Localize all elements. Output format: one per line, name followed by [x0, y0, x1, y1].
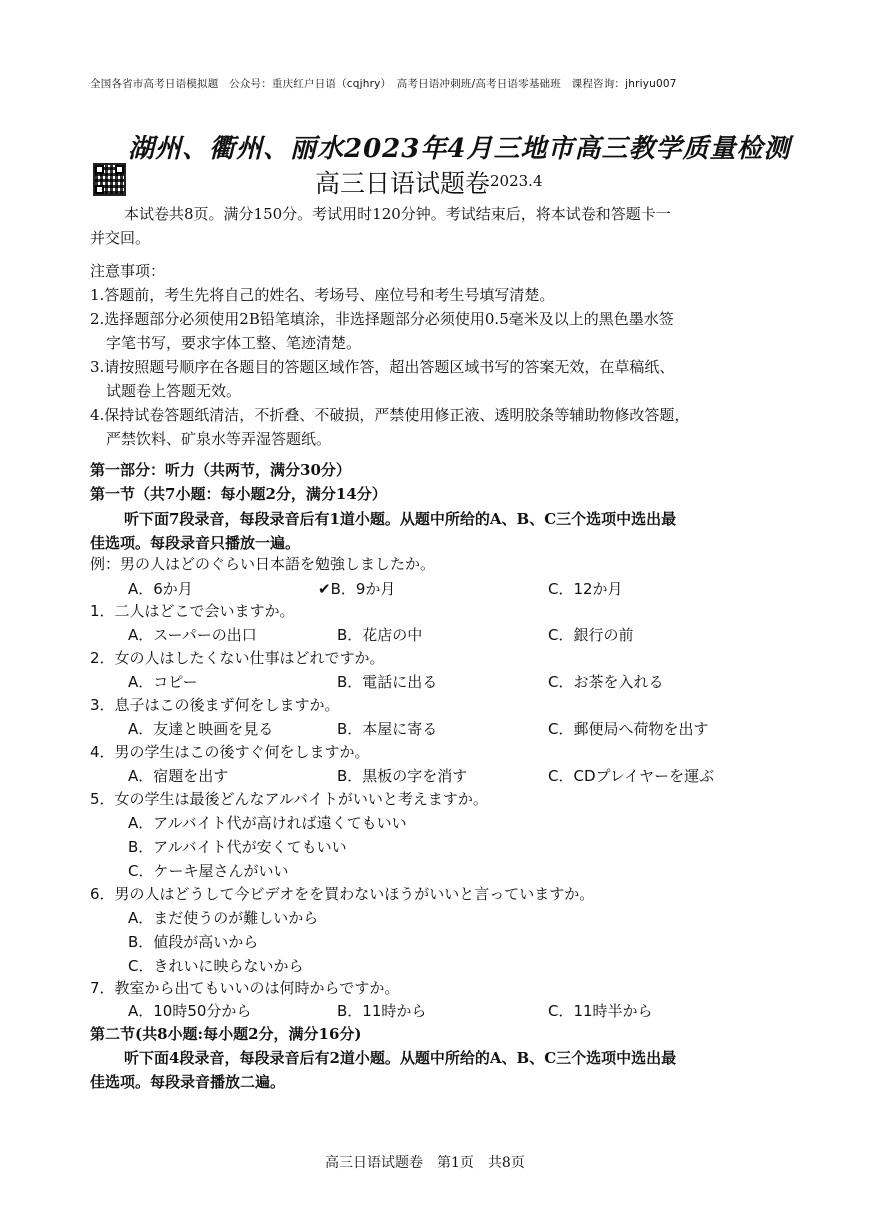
question-7: 7．教室から出てもいいのは何時からですか。 — [90, 979, 400, 997]
example-option-c: C．12か月 — [548, 580, 623, 598]
question-5: 5．女の学生は最後どんなアルバイトがいいと考えますか。 — [90, 790, 488, 808]
notes-heading: 注意事项： — [90, 262, 166, 280]
question-3-option-b: B．本屋に寄る — [337, 720, 438, 738]
question-6: 6．男の人はどうして今ビデオをを買わないほうがいいと言っていますか。 — [90, 885, 595, 903]
example-option-a: A．6か月 — [128, 580, 193, 598]
page-footer: 高三日语试题卷 第1页 共8页 — [325, 1155, 525, 1171]
example-option-b: ✔B．9か月 — [318, 580, 396, 598]
section1-instruction-2: 佳选项。每段录音只播放一遍。 — [90, 534, 301, 552]
section2-heading: 第二节(共8小题:每小题2分，满分16分) — [90, 1025, 362, 1043]
intro-line-2: 并交回。 — [90, 229, 151, 247]
question-4-option-b: B．黒板の字を消す — [337, 767, 468, 785]
question-2-option-c: C．お茶を入れる — [548, 673, 664, 691]
question-7-option-c: C．11時半から — [548, 1002, 653, 1020]
question-2: 2．女の人はしたくない仕事はどれですか。 — [90, 649, 385, 667]
note-4-line-2: 严禁饮料、矿泉水等弄湿答题纸。 — [106, 430, 332, 448]
question-4: 4．男の学生はこの後すぐ何をしますか。 — [90, 743, 370, 761]
question-1-option-b: B．花店の中 — [337, 626, 423, 644]
question-5-option-b: B．アルバイト代が安くてもいい — [128, 838, 347, 856]
question-5-option-a: A．アルバイト代が高ければ遠くてもいい — [128, 814, 407, 832]
question-3: 3．息子はこの後まず何をしますか。 — [90, 696, 340, 714]
note-2-line-2: 字笔书写，要求字体工整、笔迹清楚。 — [106, 334, 362, 352]
note-1: 1.答题前，考生先将自己的姓名、考场号、座位号和考生号填写清楚。 — [90, 286, 555, 304]
note-4-line-1: 4.保持试卷答题纸清洁，不折叠、不破损，严禁使用修正液、透明胶条等辅助物修改答题， — [90, 406, 690, 424]
question-6-option-b: B．値段が高いから — [128, 933, 259, 951]
question-3-option-a: A．友達と映画を見る — [128, 720, 274, 738]
section1-instruction-1: 听下面7段录音，每段录音后有1道小题。从题中所给的A、B、C三个选项中选出最 — [124, 510, 677, 528]
example-question: 例：男の人はどのぐらい日本語を勉強しましたか。 — [90, 555, 436, 573]
question-4-option-a: A．宿題を出す — [128, 767, 229, 785]
question-3-option-c: C．郵便局へ荷物を出す — [548, 720, 709, 738]
question-4-option-c: C．CDプレイヤーを運ぶ — [548, 767, 715, 785]
part1-heading: 第一部分：听力（共两节，满分30分） — [90, 461, 351, 479]
exam-main-title: 湖州、衢州、丽水2023年4月三地市高三教学质量检测 — [128, 134, 791, 164]
question-7-option-a: A．10時50分から — [128, 1002, 252, 1020]
question-1: 1．二人はどこで会いますか。 — [90, 602, 295, 620]
question-6-option-c: C．きれいに映らないから — [128, 957, 304, 975]
note-2-line-1: 2.选择题部分必须使用2B铅笔填涂，非选择题部分必须使用0.5毫米及以上的黑色墨水签 — [90, 310, 674, 328]
intro-line-1: 本试卷共8页。满分150分。考试用时120分钟。考试结束后，将本试卷和答题卡一 — [124, 205, 671, 223]
question-1-option-c: C．銀行の前 — [548, 626, 634, 644]
exam-date: 2023.4 — [490, 172, 543, 190]
exam-subtitle: 高三日语试题卷 — [315, 169, 491, 198]
section2-instruction-1: 听下面4段录音，每段录音后有2道小题。从题中所给的A、B、C三个选项中选出最 — [124, 1049, 677, 1067]
question-5-option-c: C．ケーキ屋さんがいい — [128, 862, 289, 880]
question-2-option-a: A．コピー — [128, 673, 198, 691]
qr-code-icon — [93, 163, 126, 196]
question-6-option-a: A．まだ使うのが難しいから — [128, 909, 319, 927]
note-3-line-1: 3.请按照题号顺序在各题目的答题区域作答，超出答题区域书写的答案无效，在草稿纸、 — [90, 358, 675, 376]
question-7-option-b: B．11時から — [337, 1002, 427, 1020]
section2-instruction-2: 佳选项。每段录音播放二遍。 — [90, 1073, 286, 1091]
question-1-option-a: A．スーパーの出口 — [128, 626, 257, 644]
note-3-line-2: 试题卷上答题无效。 — [106, 382, 242, 400]
section1-heading: 第一节（共7小题：每小题2分，满分14分） — [90, 485, 387, 503]
page-header: 全国各省市高考日语模拟题 公众号：重庆红户日语（cqjhry） 高考日语冲刺班/高考日语零基础班 课程咨询：jhriyu007 — [90, 78, 677, 90]
question-2-option-b: B．電話に出る — [337, 673, 438, 691]
